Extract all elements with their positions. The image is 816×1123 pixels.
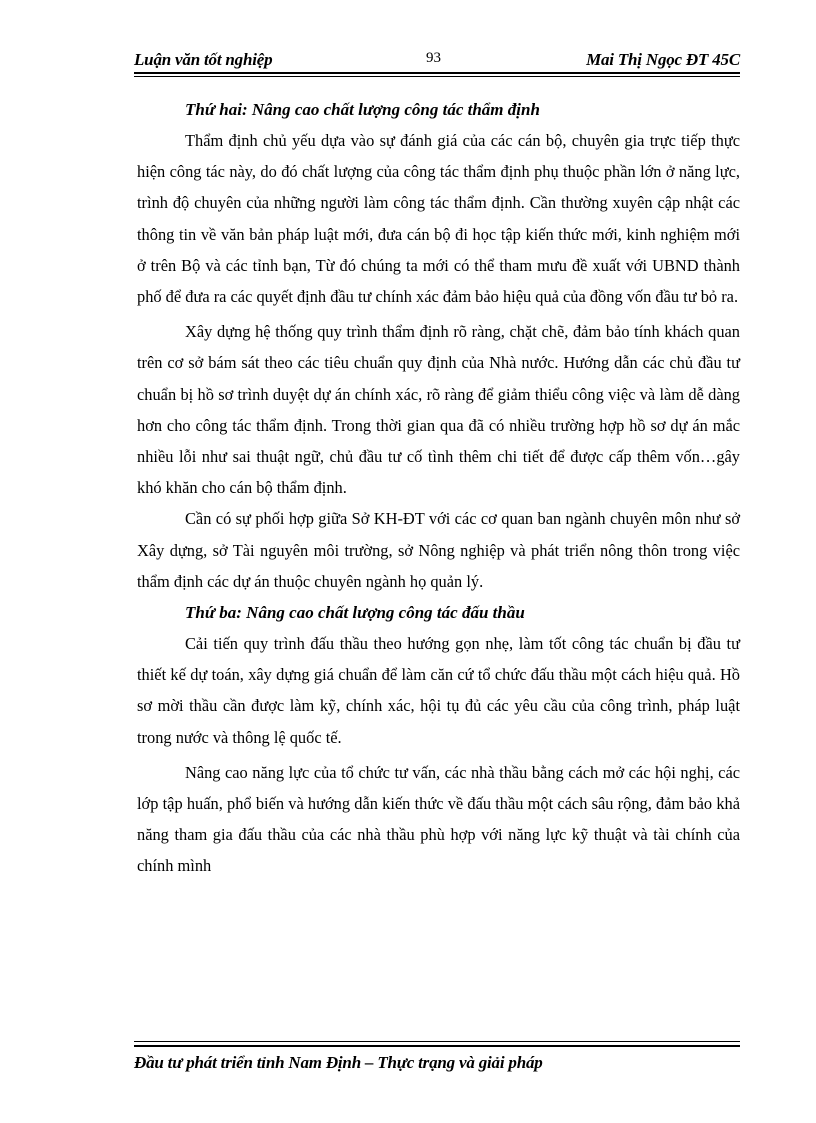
page-footer-title: Đầu tư phát triển tỉnh Nam Định – Thực trạng và giải pháp	[134, 1053, 543, 1072]
header-thesis-label: Luận văn tốt nghiệp	[134, 50, 273, 69]
page-number: 93	[426, 50, 441, 66]
paragraph-appraisal-process: Xây dựng hệ thống quy trình thẩm định rõ ràng, chặt chẽ, đảm bảo tính khách quan trên cơ sở bám sát theo các tiêu chuẩn quy định của Nhà nước. Hướng dẫn các chủ đầu tư chuẩn bị hồ sơ trình duyệt dự án chính xác, rõ ràng để giảm thiểu công việc và làm dễ dàng hơn cho công tác thẩm định. Trong thời gian qua đã có nhiều trường hợp hồ sơ dự án mắc nhiều lỗi như sai thuật ngữ, chủ đầu tư cố tình thêm chi tiết để được cấp thêm vốn…gây khó khăn cho cán bộ thẩm định.	[137, 322, 740, 498]
section-heading-second: Thứ hai: Nâng cao chất lượng công tác thẩm định	[185, 100, 540, 119]
footer-rule-thick	[134, 1045, 740, 1047]
header-rule-thin	[134, 76, 740, 77]
paragraph-coordination: Cần có sự phối hợp giữa Sở KH-ĐT với các cơ quan ban ngành chuyên môn như sở Xây dựng, sở Tài nguyên môi trường, sở Nông nghiệp và phát triển nông thôn trong việc thẩm định các dự án thuộc chuyên ngành họ quản lý.	[137, 509, 740, 591]
header-author: Mai Thị Ngọc ĐT 45C	[586, 50, 740, 69]
footer-rule-thin	[134, 1041, 740, 1042]
paragraph-appraisal-staff: Thẩm định chủ yếu dựa vào sự đánh giá của các cán bộ, chuyên gia trực tiếp thực hiện công tác này, do đó chất lượng của công tác thẩm định phụ thuộc phần lớn ở năng lực, trình độ chuyên của những người làm công tác thẩm định. Cần thường xuyên cập nhật các thông tin về văn bản pháp luật mới, đưa cán bộ đi học tập kiến thức mới, kinh nghiệm mới ở trên Bộ và các tỉnh bạn, Từ đó chúng ta mới có thể tham mưu đề xuất với UBND thành phố để đưa ra các quyết định đầu tư chính xác đảm bảo hiệu quả của đồng vốn đầu tư bỏ ra.	[137, 131, 740, 307]
header-rule-thick	[134, 72, 740, 74]
page-header	[134, 46, 740, 74]
paragraph-contractor-capacity: Nâng cao năng lực của tổ chức tư vấn, các nhà thầu bằng cách mở các hội nghị, các lớp tập huấn, phổ biến và hướng dẫn kiến thức về đấu thầu một cách sâu rộng, đảm bảo khả năng tham gia đấu thầu của các nhà thầu phù hợp với năng lực kỹ thuật và tài chính của chính mình	[137, 762, 740, 876]
paragraph-bidding-process: Cải tiến quy trình đấu thầu theo hướng gọn nhẹ, làm tốt công tác chuẩn bị đầu tư thiết kế dự toán, xây dựng giá chuẩn để làm căn cứ tổ chức đấu thầu một cách hiệu quả. Hồ sơ mời thầu cần được làm kỹ, chính xác, hội tụ đủ các yêu cầu của công trình, pháp luật trong nước và thông lệ quốc tế.	[137, 634, 740, 747]
section-heading-third: Thứ ba: Nâng cao chất lượng công tác đấu thầu	[185, 603, 525, 623]
page-body	[137, 94, 740, 882]
